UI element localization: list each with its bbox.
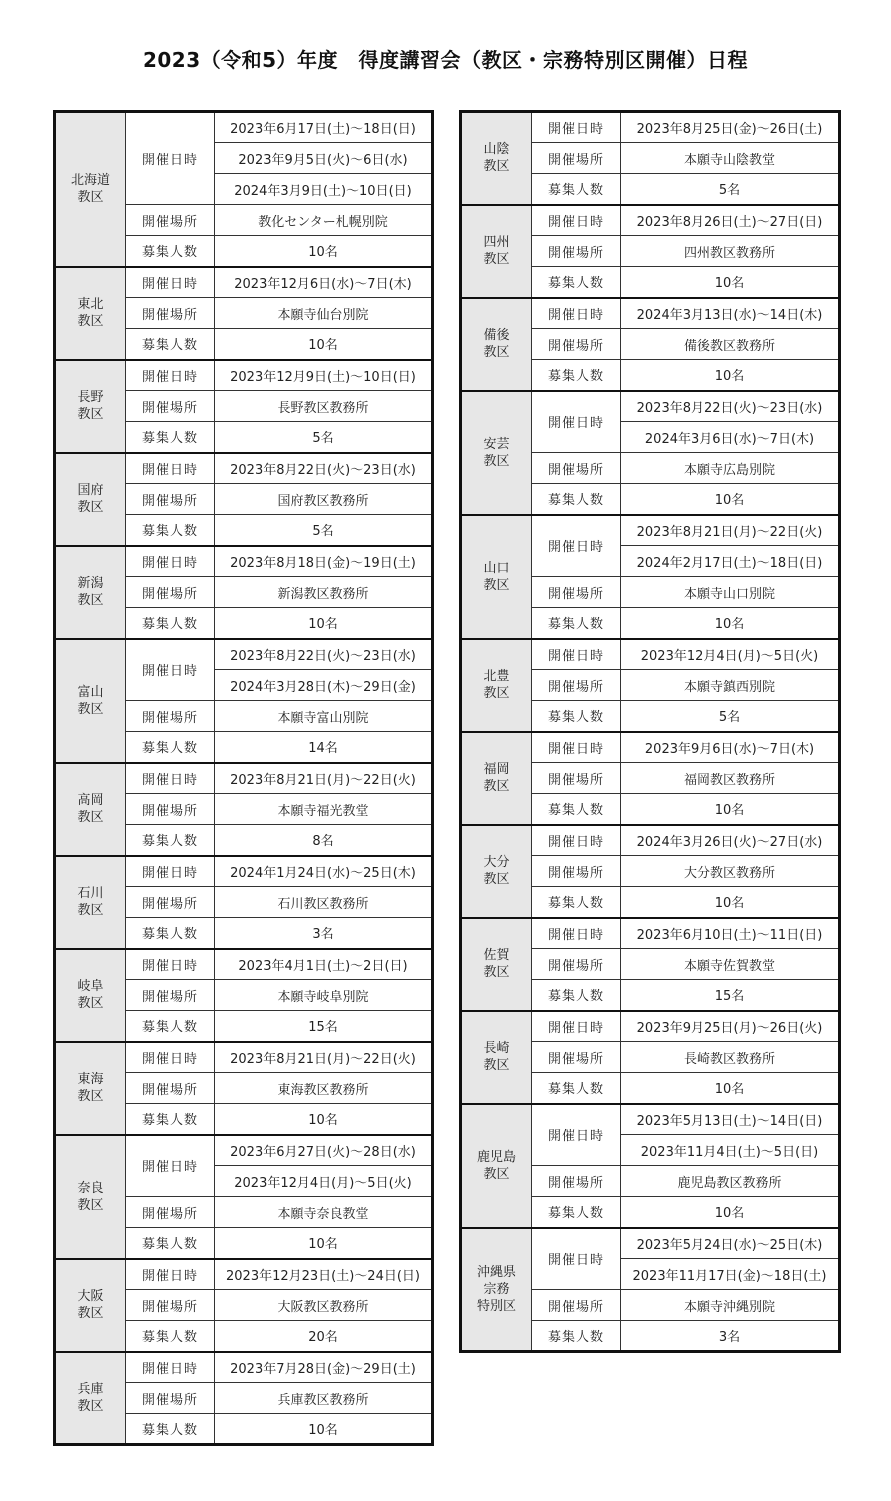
table-row: [55, 112, 433, 143]
region-group: [55, 763, 433, 856]
region-name-cell: [55, 1259, 126, 1352]
region-name-cell: [461, 1228, 532, 1352]
venue-label: 開催場所: [126, 1383, 215, 1414]
date-value: 2023年6月17日(土)～18日(日): [215, 112, 433, 143]
table-row: [55, 639, 433, 670]
region-name-line: 山陰: [483, 142, 510, 158]
table-row: [461, 205, 840, 236]
venue-value: 教化センター札幌別院: [215, 205, 433, 236]
capacity-value: 10名: [621, 360, 840, 391]
region-group: [55, 1042, 433, 1135]
date-value: 2024年1月24日(水)～25日(木): [215, 856, 433, 887]
venue-value: 四州教区教務所: [621, 236, 840, 267]
capacity-label: 募集人数: [532, 360, 621, 391]
venue-value: 本願寺福光教堂: [215, 794, 433, 825]
capacity-label: 募集人数: [532, 980, 621, 1011]
date-value: 2023年5月24日(水)～25日(木): [621, 1228, 840, 1259]
venue-value: 新潟教区教務所: [215, 577, 433, 608]
dates-label: 開催日時: [126, 639, 215, 701]
capacity-value: 20名: [215, 1321, 433, 1352]
region-name-line: 教区: [77, 701, 104, 717]
region-name-cell: [461, 391, 532, 515]
right-schedule-table: [459, 110, 841, 1353]
table-row: [55, 1259, 433, 1290]
capacity-value: 10名: [621, 794, 840, 825]
table-row: [461, 1011, 840, 1042]
capacity-label: 募集人数: [126, 1321, 215, 1352]
region-group: [461, 298, 840, 391]
table-row: [461, 391, 840, 422]
date-value: 2023年7月28日(金)～29日(土): [215, 1352, 433, 1383]
region-group: [55, 639, 433, 763]
region-name-line: 高岡: [77, 793, 104, 808]
region-name-line: 教区: [77, 1306, 104, 1321]
date-value: 2023年6月10日(土)～11日(日): [621, 918, 840, 949]
date-value: 2024年3月13日(水)～14日(木): [621, 298, 840, 329]
venue-value: 本願寺沖縄別院: [621, 1290, 840, 1321]
date-value: 2023年8月21日(月)～22日(火): [621, 515, 840, 546]
region-group: [55, 546, 433, 639]
venue-value: 本願寺広島別院: [621, 453, 840, 484]
capacity-value: 15名: [215, 1011, 433, 1042]
region-name-cell: [55, 1352, 126, 1445]
region-name-line: 教区: [483, 1058, 510, 1073]
region-name-line: 山口: [483, 560, 510, 576]
dates-label: 開催日時: [532, 825, 621, 856]
table-row: [461, 1104, 840, 1135]
capacity-value: 15名: [621, 980, 840, 1011]
region-name-cell: [55, 949, 126, 1042]
table-row: [461, 639, 840, 670]
capacity-value: 10名: [621, 608, 840, 639]
right-schedule-column: [459, 110, 841, 1353]
capacity-label: 募集人数: [126, 918, 215, 949]
capacity-label: 募集人数: [126, 236, 215, 267]
capacity-value: 10名: [215, 1228, 433, 1259]
capacity-label: 募集人数: [532, 701, 621, 732]
venue-label: 開催場所: [532, 329, 621, 360]
region-name-cell: [55, 763, 126, 856]
region-name-line: 岐阜: [77, 979, 104, 994]
table-row: [55, 546, 433, 577]
region-name-line: 兵庫: [77, 1381, 104, 1397]
venue-label: 開催場所: [126, 701, 215, 732]
table-row: [55, 1352, 433, 1383]
region-name-cell: [55, 546, 126, 639]
region-group: [55, 1135, 433, 1259]
dates-label: 開催日時: [126, 856, 215, 887]
capacity-value: 5名: [215, 515, 433, 546]
venue-value: 大阪教区教務所: [215, 1290, 433, 1321]
venue-value: 石川教区教務所: [215, 887, 433, 918]
venue-value: 本願寺山口別院: [621, 577, 840, 608]
region-name-line: 教区: [77, 407, 104, 422]
venue-label: 開催場所: [126, 887, 215, 918]
region-name-cell: [461, 639, 532, 732]
table-row: [55, 856, 433, 887]
dates-label: 開催日時: [532, 112, 621, 143]
capacity-label: 募集人数: [126, 608, 215, 639]
region-name-line: 大阪: [77, 1289, 104, 1304]
region-name-line: 教区: [483, 965, 510, 980]
region-name-line: 北豊: [483, 669, 510, 684]
region-name-line: 教区: [77, 500, 104, 515]
venue-value: 備後教区教務所: [621, 329, 840, 360]
capacity-label: 募集人数: [532, 1321, 621, 1352]
region-group: [461, 732, 840, 825]
region-name-cell: [461, 1104, 532, 1228]
dates-label: 開催日時: [532, 1228, 621, 1290]
region-group: [461, 1228, 840, 1352]
capacity-label: 募集人数: [532, 794, 621, 825]
dates-label: 開催日時: [532, 732, 621, 763]
table-row: [55, 1135, 433, 1166]
region-name-line: 長野: [77, 390, 104, 405]
region-name-line: 教区: [483, 453, 510, 469]
region-name-cell: [461, 112, 532, 205]
capacity-value: 10名: [621, 887, 840, 918]
region-name-line: 教区: [483, 1166, 510, 1182]
venue-value: 長野教区教務所: [215, 391, 433, 422]
region-name-line: 佐賀: [483, 948, 510, 963]
date-value: 2023年12月4日(月)～5日(火): [215, 1166, 433, 1197]
region-name-line: 教区: [77, 1197, 104, 1213]
dates-label: 開催日時: [532, 639, 621, 670]
venue-value: 東海教区教務所: [215, 1073, 433, 1104]
venue-value: 福岡教区教務所: [621, 763, 840, 794]
table-row: [55, 763, 433, 794]
region-group: [461, 1104, 840, 1228]
dates-label: 開催日時: [126, 1352, 215, 1383]
table-row: [461, 918, 840, 949]
region-name-cell: [461, 918, 532, 1011]
capacity-label: 募集人数: [532, 608, 621, 639]
region-name-line: 教区: [77, 810, 104, 825]
date-value: 2023年12月4日(月)～5日(火): [621, 639, 840, 670]
dates-label: 開催日時: [532, 391, 621, 453]
capacity-value: 10名: [621, 1197, 840, 1228]
region-name-cell: [55, 453, 126, 546]
date-value: 2024年3月26日(火)～27日(水): [621, 825, 840, 856]
venue-label: 開催場所: [532, 1042, 621, 1073]
region-name-line: 安芸: [483, 436, 510, 452]
dates-label: 開催日時: [532, 918, 621, 949]
capacity-label: 募集人数: [126, 1104, 215, 1135]
region-name-line: 奈良: [77, 1180, 104, 1196]
date-value: 2023年9月6日(水)～7日(木): [621, 732, 840, 763]
region-name-line: 大分: [483, 855, 510, 870]
region-name-line: 教区: [483, 159, 510, 175]
date-value: 2023年8月26日(土)～27日(日): [621, 205, 840, 236]
region-group: [461, 205, 840, 298]
date-value: 2023年9月25日(月)～26日(火): [621, 1011, 840, 1042]
venue-value: 本願寺鎮西別院: [621, 670, 840, 701]
region-group: [55, 453, 433, 546]
region-name-line: 教区: [483, 345, 510, 360]
region-name-line: 福岡: [483, 762, 510, 777]
dates-label: 開催日時: [126, 763, 215, 794]
table-row: [55, 1042, 433, 1073]
capacity-label: 募集人数: [532, 174, 621, 205]
region-name-line: 北海道: [70, 173, 110, 189]
venue-label: 開催場所: [532, 1166, 621, 1197]
left-schedule-column: [53, 110, 434, 1446]
date-value: 2023年6月27日(火)～28日(水): [215, 1135, 433, 1166]
region-group: [461, 112, 840, 205]
venue-value: 本願寺富山別院: [215, 701, 433, 732]
region-name-cell: [461, 515, 532, 639]
region-name-line: 石川: [77, 886, 104, 901]
venue-value: 本願寺仙台別院: [215, 298, 433, 329]
venue-label: 開催場所: [532, 949, 621, 980]
region-name-cell: [461, 732, 532, 825]
region-group: [55, 112, 433, 267]
venue-label: 開催場所: [126, 794, 215, 825]
region-name-line: 教区: [77, 903, 104, 918]
region-name-line: 教区: [483, 779, 510, 794]
region-name-line: 備後: [483, 328, 510, 343]
left-schedule-table: [53, 110, 434, 1446]
dates-label: 開催日時: [126, 267, 215, 298]
region-name-cell: [55, 360, 126, 453]
venue-label: 開催場所: [126, 1073, 215, 1104]
region-name-cell: [55, 112, 126, 267]
capacity-label: 募集人数: [532, 887, 621, 918]
date-value: 2023年11月17日(金)～18日(土): [621, 1259, 840, 1290]
capacity-value: 10名: [621, 1073, 840, 1104]
region-name-cell: [55, 856, 126, 949]
region-name-line: 教区: [483, 577, 510, 593]
table-row: [55, 267, 433, 298]
capacity-value: 5名: [215, 422, 433, 453]
region-name-line: 教区: [483, 872, 510, 887]
capacity-value: 10名: [215, 236, 433, 267]
venue-value: 兵庫教区教務所: [215, 1383, 433, 1414]
venue-value: 鹿児島教区教務所: [621, 1166, 840, 1197]
dates-label: 開催日時: [126, 112, 215, 205]
venue-label: 開催場所: [532, 453, 621, 484]
venue-label: 開催場所: [126, 1197, 215, 1228]
date-value: 2023年12月9日(土)～10日(日): [215, 360, 433, 391]
dates-label: 開催日時: [532, 205, 621, 236]
date-value: 2023年8月21日(月)～22日(火): [215, 1042, 433, 1073]
capacity-label: 募集人数: [126, 1011, 215, 1042]
capacity-label: 募集人数: [126, 422, 215, 453]
capacity-value: 3名: [621, 1321, 840, 1352]
region-name-line: 長崎: [483, 1041, 510, 1056]
region-name-line: 教区: [77, 1398, 104, 1414]
venue-value: 本願寺奈良教堂: [215, 1197, 433, 1228]
table-row: [461, 825, 840, 856]
date-value: 2023年8月25日(金)～26日(土): [621, 112, 840, 143]
date-value: 2023年8月22日(火)～23日(水): [215, 639, 433, 670]
table-row: [461, 112, 840, 143]
capacity-label: 募集人数: [126, 825, 215, 856]
capacity-value: 10名: [215, 1414, 433, 1445]
venue-label: 開催場所: [126, 980, 215, 1011]
dates-label: 開催日時: [126, 453, 215, 484]
venue-value: 本願寺山陰教堂: [621, 143, 840, 174]
date-value: 2023年5月13日(土)～14日(日): [621, 1104, 840, 1135]
region-name-cell: [461, 825, 532, 918]
date-value: 2024年2月17日(土)～18日(日): [621, 546, 840, 577]
capacity-label: 募集人数: [532, 267, 621, 298]
capacity-label: 募集人数: [532, 484, 621, 515]
region-name-line: 宗務: [483, 1281, 510, 1297]
region-name-line: 東北: [77, 297, 104, 312]
capacity-value: 5名: [621, 701, 840, 732]
table-row: [55, 360, 433, 391]
venue-label: 開催場所: [126, 577, 215, 608]
region-name-line: 富山: [77, 684, 104, 700]
capacity-label: 募集人数: [126, 732, 215, 763]
date-value: 2023年9月5日(火)～6日(水): [215, 143, 433, 174]
date-value: 2024年3月9日(土)～10日(日): [215, 174, 433, 205]
venue-value: 長崎教区教務所: [621, 1042, 840, 1073]
region-group: [461, 391, 840, 515]
venue-label: 開催場所: [532, 236, 621, 267]
venue-label: 開催場所: [532, 670, 621, 701]
region-name-line: 教区: [77, 996, 104, 1011]
capacity-value: 3名: [215, 918, 433, 949]
venue-label: 開催場所: [532, 1290, 621, 1321]
region-name-line: 国府: [77, 483, 104, 498]
region-name-line: 沖縄県: [476, 1264, 516, 1280]
region-name-cell: [55, 1135, 126, 1259]
dates-label: 開催日時: [532, 515, 621, 577]
region-name-line: 東海: [77, 1072, 104, 1087]
region-name-line: 教区: [77, 190, 104, 206]
region-name-cell: [55, 1042, 126, 1135]
region-group: [55, 1352, 433, 1445]
date-value: 2023年12月23日(土)～24日(日): [215, 1259, 433, 1290]
date-value: 2023年11月4日(土)～5日(日): [621, 1135, 840, 1166]
region-group: [55, 949, 433, 1042]
region-name-cell: [55, 639, 126, 763]
venue-label: 開催場所: [532, 577, 621, 608]
date-value: 2023年8月21日(月)～22日(火): [215, 763, 433, 794]
region-group: [461, 1011, 840, 1104]
dates-label: 開催日時: [532, 1011, 621, 1042]
table-row: [461, 732, 840, 763]
date-value: 2023年8月22日(火)～23日(水): [215, 453, 433, 484]
capacity-value: 10名: [215, 608, 433, 639]
region-name-line: 教区: [483, 252, 510, 267]
venue-label: 開催場所: [532, 856, 621, 887]
capacity-value: 10名: [621, 484, 840, 515]
region-name-cell: [461, 298, 532, 391]
dates-label: 開催日時: [126, 949, 215, 980]
region-name-cell: [55, 267, 126, 360]
region-name-line: 教区: [483, 686, 510, 701]
region-group: [55, 1259, 433, 1352]
capacity-value: 10名: [621, 267, 840, 298]
capacity-label: 募集人数: [126, 1414, 215, 1445]
capacity-label: 募集人数: [126, 329, 215, 360]
dates-label: 開催日時: [126, 1042, 215, 1073]
capacity-label: 募集人数: [532, 1197, 621, 1228]
table-row: [461, 1228, 840, 1259]
venue-label: 開催場所: [126, 391, 215, 422]
region-group: [55, 267, 433, 360]
table-row: [55, 949, 433, 980]
dates-label: 開催日時: [126, 546, 215, 577]
date-value: 2023年12月6日(水)～7日(木): [215, 267, 433, 298]
venue-value: 大分教区教務所: [621, 856, 840, 887]
region-name-line: 新潟: [77, 576, 104, 591]
venue-label: 開催場所: [126, 205, 215, 236]
date-value: 2023年8月22日(火)～23日(水): [621, 391, 840, 422]
region-name-line: 教区: [77, 593, 104, 608]
region-name-line: 四州: [483, 235, 510, 250]
dates-label: 開催日時: [126, 360, 215, 391]
capacity-label: 募集人数: [126, 1228, 215, 1259]
date-value: 2023年8月18日(金)～19日(土): [215, 546, 433, 577]
dates-label: 開催日時: [126, 1135, 215, 1197]
capacity-value: 8名: [215, 825, 433, 856]
region-name-line: 教区: [77, 1089, 104, 1104]
venue-label: 開催場所: [126, 484, 215, 515]
venue-value: 本願寺岐阜別院: [215, 980, 433, 1011]
region-group: [461, 825, 840, 918]
region-name-line: 教区: [77, 314, 104, 329]
date-value: 2024年3月6日(水)～7日(木): [621, 422, 840, 453]
dates-label: 開催日時: [532, 298, 621, 329]
region-group: [461, 918, 840, 1011]
date-value: 2024年3月28日(木)～29日(金): [215, 670, 433, 701]
region-name-cell: [461, 205, 532, 298]
dates-label: 開催日時: [532, 1104, 621, 1166]
capacity-value: 10名: [215, 329, 433, 360]
region-group: [55, 360, 433, 453]
venue-value: 国府教区教務所: [215, 484, 433, 515]
dates-label: 開催日時: [126, 1259, 215, 1290]
date-value: 2023年4月1日(土)～2日(日): [215, 949, 433, 980]
capacity-value: 5名: [621, 174, 840, 205]
venue-label: 開催場所: [126, 1290, 215, 1321]
region-group: [461, 639, 840, 732]
venue-label: 開催場所: [126, 298, 215, 329]
region-group: [55, 856, 433, 949]
region-group: [461, 515, 840, 639]
region-name-line: 鹿児島: [476, 1149, 516, 1165]
capacity-value: 14名: [215, 732, 433, 763]
table-row: [461, 515, 840, 546]
table-row: [55, 453, 433, 484]
venue-label: 開催場所: [532, 143, 621, 174]
capacity-value: 10名: [215, 1104, 433, 1135]
region-name-line: 特別区: [476, 1298, 516, 1314]
region-name-cell: [461, 1011, 532, 1104]
page-title: 2023（令和5）年度 得度講習会（教区・宗務特別区開催）日程: [142, 48, 749, 72]
venue-label: 開催場所: [532, 763, 621, 794]
capacity-label: 募集人数: [126, 515, 215, 546]
venue-value: 本願寺佐賀教堂: [621, 949, 840, 980]
table-row: [461, 298, 840, 329]
capacity-label: 募集人数: [532, 1073, 621, 1104]
